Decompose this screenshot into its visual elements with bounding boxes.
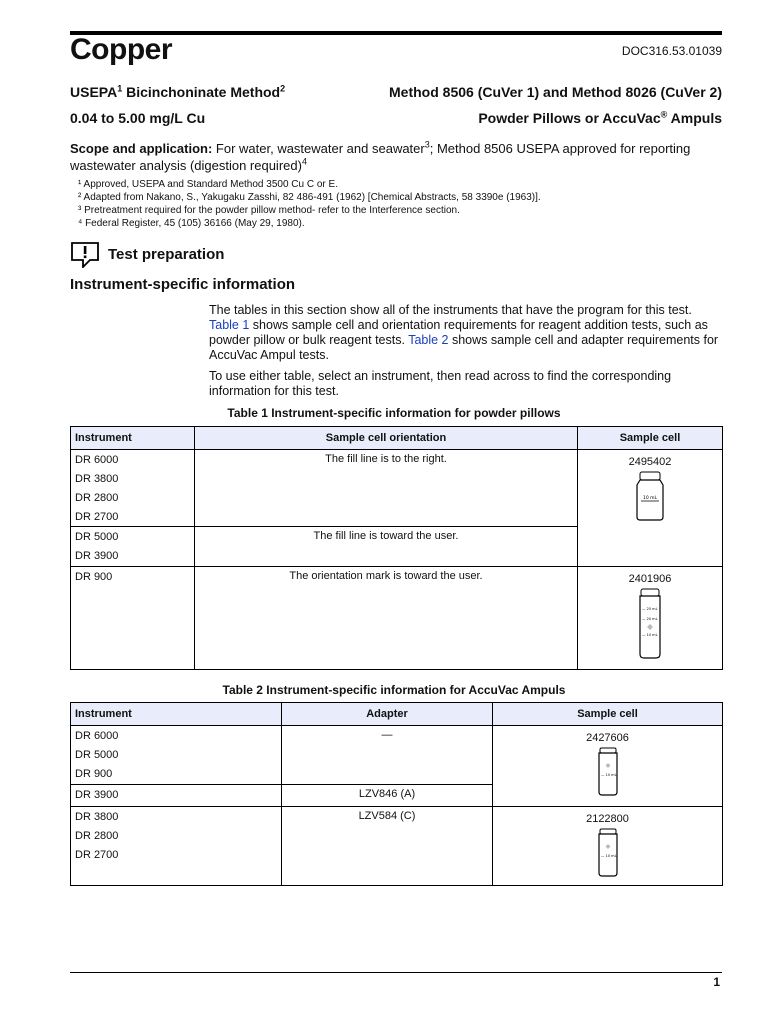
document-number: DOC316.53.01039 — [621, 44, 722, 58]
round-sample-cell-icon — [636, 588, 664, 660]
table-2-link[interactable]: Table 2 — [408, 333, 449, 347]
table-header: Sample cell orientation — [195, 427, 578, 450]
orientation-cell: The fill line is to the right. — [195, 450, 578, 527]
test-format: Powder Pillows or AccuVac® Ampuls — [478, 109, 722, 126]
instrument-cell: DR 3900 — [71, 785, 282, 807]
table-1-caption: Table 1 Instrument-specific information for powder pillows — [227, 406, 561, 420]
scope-and-application: Scope and application: For water, wastewater and seawater$^3$; Method 8506 USEPA approved for reporting wastewater analysis (digestion required)$^4$ — [70, 139, 691, 173]
table-row — [71, 726, 723, 785]
orientation-cell: The fill line is toward the user. — [195, 527, 578, 567]
table-header: Sample cell — [578, 427, 723, 450]
table-1-link[interactable]: Table 1 — [209, 318, 250, 332]
table-header: Sample cell — [493, 703, 723, 726]
usage-paragraph: To use either table, select an instrument, then read across to find the corresponding information for this test. — [209, 369, 672, 398]
page-number: 1 — [713, 975, 720, 989]
sample-cell — [578, 450, 723, 567]
sample-cell-number: 2401906 — [628, 573, 672, 585]
instrument-cell: DR 900 — [71, 567, 195, 670]
attention-note-icon — [70, 242, 100, 268]
table-header: Instrument — [71, 703, 282, 726]
intro-paragraph: The tables in this section show all of the instruments that have the program for this test. Table 1 shows sample cell and orientation requirements for reagent addition tests, such as powder pillow or bulk reagent tests. Table 2 shows sample cell and adapter requirements for AccuVac Ampul tests. — [209, 303, 719, 362]
table-2-caption: Table 2 Instrument-specific information for AccuVac Ampuls — [222, 683, 566, 697]
footnote-1: ¹ Approved, USEPA and Standard Method 3500 Cu C or E. — [78, 179, 338, 190]
footnote-2: ² Adapted from Nakano, S., Yakugaku Zasshi, 82 486-491 (1962) [Chemical Abstracts, 58 3390e (1963)]. — [78, 192, 541, 203]
adapter-cell: — — [282, 726, 493, 785]
svg-text:— 25 mL: — 25 mL — [642, 607, 658, 611]
accuvac-table — [70, 702, 723, 886]
instrument-cell: DR 6000 DR 5000 DR 900 — [71, 726, 282, 785]
test-preparation-label: Test preparation — [108, 246, 225, 263]
sample-cell-number: 2122800 — [586, 813, 629, 825]
instrument-cell: DR 6000 DR 3800 DR 2800 DR 2700 — [71, 450, 195, 527]
footnote-3: ³ Pretreatment required for the powder pillow method- refer to the Interference section. — [78, 205, 460, 216]
sample-cell-number: 2495402 — [628, 456, 672, 468]
table-row — [71, 807, 723, 886]
svg-text:10 mL: 10 mL — [642, 496, 658, 501]
method-name: USEPA$^1$ Bicinchoninate Method$^2$ — [70, 83, 286, 100]
orientation-cell: The orientation mark is toward the user. — [195, 567, 578, 670]
ampul-cell-icon — [596, 828, 620, 878]
document-page — [70, 0, 722, 1024]
instrument-cell: DR 3800 DR 2800 DR 2700 — [71, 807, 282, 886]
measurement-range: 0.04 to 5.00 mg/L Cu — [70, 110, 206, 126]
instrument-cell: DR 5000 DR 3900 — [71, 527, 195, 567]
sample-cell — [493, 807, 723, 886]
footnote-4: ⁴ Federal Register, 45 (105) 36166 (May 29, 1980). — [78, 218, 305, 229]
adapter-cell: LZV584 (C) — [282, 807, 493, 886]
powder-pillow-table — [70, 426, 723, 670]
table-row — [71, 567, 723, 670]
sample-cell — [578, 567, 723, 670]
table-header: Adapter — [282, 703, 493, 726]
footer-rule — [70, 972, 722, 973]
section-heading: Instrument-specific information — [70, 276, 296, 293]
svg-text:— 20 mL: — 20 mL — [642, 617, 658, 621]
table-row — [71, 450, 723, 527]
svg-text:— 10 mL: — 10 mL — [600, 854, 617, 858]
page-title: Copper — [70, 33, 172, 66]
ampul-cell-icon — [596, 747, 620, 797]
svg-text:— 10 mL: — 10 mL — [600, 773, 617, 777]
adapter-cell: LZV846 (A) — [282, 785, 493, 807]
sample-cell-number: 2427606 — [586, 732, 629, 744]
svg-text:— 10 mL: — 10 mL — [642, 633, 658, 637]
square-sample-cell-icon — [633, 471, 667, 521]
sample-cell — [493, 726, 723, 807]
table-header: Instrument — [71, 427, 195, 450]
method-numbers: Method 8506 (CuVer 1) and Method 8026 (CuVer 2) — [389, 84, 722, 100]
